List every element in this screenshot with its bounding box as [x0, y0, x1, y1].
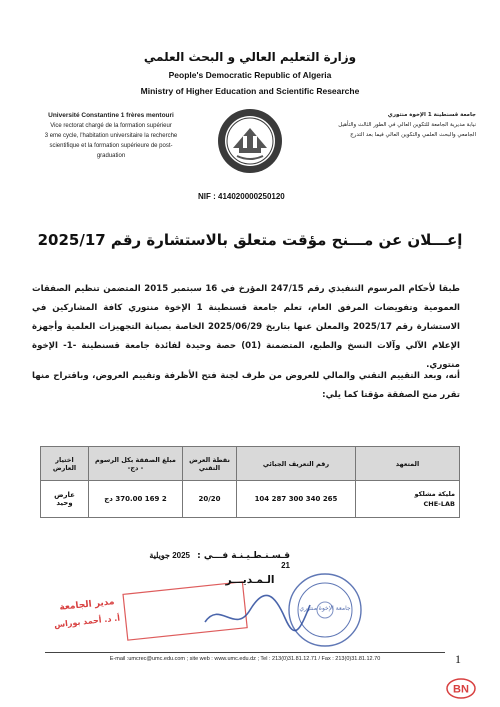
- ministry-arabic-title: وزارة التعليم العالي و البحث العلمي: [143, 50, 357, 64]
- republic-english-title: People's Democratic Republic of Algeria: [168, 70, 332, 80]
- decision-paragraph: أنه، وبعد التقييم التقني والمالي للعروض من طرف لجنة فتح الأظرفة وتقييم العروض، وباقتراح منها تقرر منح الصفقة مؤقتا كما يلي:: [32, 371, 460, 400]
- amount-cell: 2 169 370.00 دج: [89, 481, 183, 518]
- right-block-line: الجامعي والبحث العلمي والتكوين العالي فيما بعد التدرج: [350, 132, 476, 138]
- right-block-line: جامعة قسنطينة 1 الإخوة منتوري: [387, 112, 476, 118]
- contractor-code: CHE-LAB: [423, 500, 455, 508]
- table-row: [41, 481, 460, 518]
- page-number: 1: [455, 652, 461, 666]
- column-header-amount: مبلغ الصفقة بكل الرسوم - دج-: [89, 447, 183, 481]
- nif-number: NIF : 414020000250120: [198, 192, 285, 201]
- university-french-block: [18, 111, 204, 161]
- column-header-score: نقطة العرض التقني: [183, 447, 237, 481]
- badge-text: BN: [453, 683, 469, 696]
- university-arabic-block: [286, 110, 476, 140]
- column-header-tax-id: رقم التعريف الجبائي: [237, 447, 356, 481]
- date-value: 2025 جويلية 21: [149, 551, 290, 570]
- right-block-line: نيابة مديرية الجامعة للتكوين العالي في الطور الثالث والتأهيل: [338, 122, 476, 128]
- director-signature-label: الـمـديـــر: [225, 574, 275, 586]
- university-logo: [217, 108, 283, 174]
- bn-badge-icon: [446, 678, 476, 699]
- left-block-line: graduation: [96, 153, 126, 159]
- handwritten-signature: [205, 595, 310, 630]
- column-header-contractor: المتعهد: [356, 447, 460, 481]
- ministry-english-title: Ministry of Higher Education and Scientific Researche: [140, 86, 360, 96]
- seal-ring-text: جامعة الإخوة منتوري: [299, 605, 351, 612]
- contractor-name: مليكة مشلكو: [414, 490, 455, 498]
- place-date: [140, 551, 290, 571]
- page-title: إعـــلان عن مـــنح مؤقت متعلق بالاستشارة رقم 2025/17: [37, 231, 463, 249]
- place-label: قـسـنـطـيـنـة فـــي :: [197, 551, 290, 561]
- tax-id-cell: 265 340 300 287 104: [237, 481, 356, 518]
- university-name: Université Constantine 1 frères mentouri: [48, 112, 174, 119]
- choice-cell: عارض وحيد: [41, 481, 89, 518]
- announcement-paragraph: طبقا لأحكام المرسوم التنفيذي رقم 247/15 المؤرخ في 16 سبتمبر 2015 المتضمن تنظيم الصفقات العمومية وتفويضات المرفق العام، تعلم جامعة قسنطينة 1 الإخوة منتوري كافة المشاركين في الاستشارة رقم 2025/17 والمعلن عنها بتاريخ 2025/06/29 الخاصة بصيانة التجهيزات العلمية وأجهزة الإعلام الآلي وآلات النسخ والطبع، المتضمنة (01) حصة وحيدة لفائدة جامعة قسنطينة -1- الإخوة منتوري.: [32, 284, 460, 370]
- stamp-name-text: أ. د. أحمد بوراس: [53, 613, 121, 630]
- left-block-line: 3 eme cycle, l'habitation universitaire la recherche: [44, 133, 178, 139]
- column-header-choice: اختيار العارض: [41, 447, 89, 481]
- left-block-line: Vice rectorat chargé de la formation supérieur: [50, 123, 172, 129]
- left-block-line: scientifique et la formation supérieure de post-: [49, 143, 173, 149]
- contractor-cell: [356, 481, 460, 518]
- footer-divider: [45, 652, 445, 653]
- table-header-row: [41, 447, 460, 481]
- award-table: [40, 446, 460, 518]
- stamp-title-text: مدير الجامعة: [58, 597, 116, 613]
- score-cell: 20/20: [183, 481, 237, 518]
- footer-contact: E-mail :umcrec@umc.edu.com ; site web : www.umc.edu.dz ; Tel : 213(0)31.81.12.71 / Fax : 213(0)31.81.12.70: [109, 656, 381, 662]
